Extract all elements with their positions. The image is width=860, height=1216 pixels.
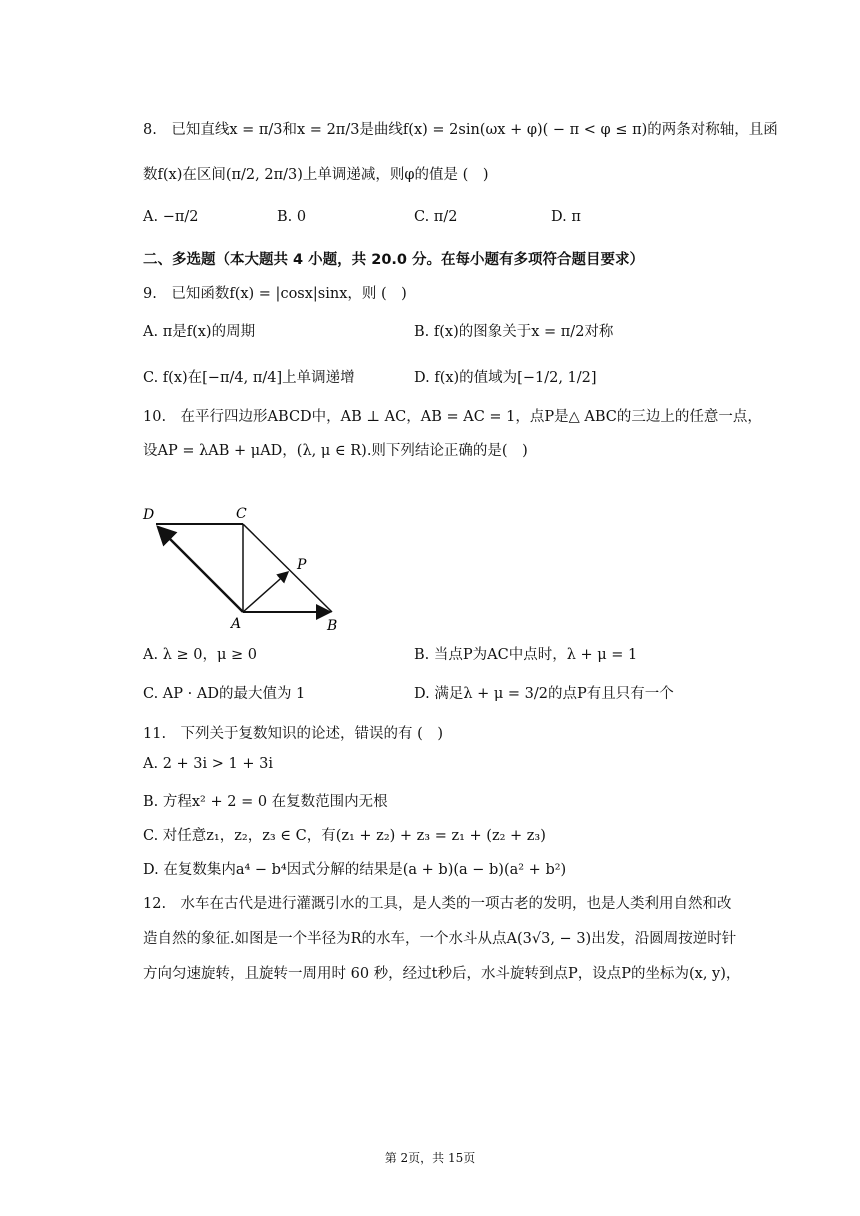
- page-footer: 第 2页，共 15页: [384, 1151, 476, 1165]
- label-c: C: [236, 506, 247, 522]
- parallelogram-figure: [140, 500, 350, 635]
- q8-option-b: B. 0: [277, 209, 307, 225]
- q9-option-b: B. f(x)的图象关于x = π/2对称: [414, 324, 614, 340]
- q9-option-c: C. f(x)在[−π/4, π/4]上单调递增: [143, 370, 355, 386]
- q10-option-b: B. 当点P为AC中点时，λ + μ = 1: [414, 647, 638, 663]
- section-heading-multiple-choice: 二、多选题（本大题共 4 小题，共 20.0 分。在每小题有多项符合题目要求）: [143, 252, 645, 268]
- label-p: P: [297, 557, 307, 573]
- q11-stem: 11. 下列关于复数知识的论述，错误的有 ( ): [143, 726, 443, 742]
- segment-cb: [243, 524, 332, 612]
- label-a: A: [231, 616, 242, 632]
- q10-option-c: C. AP · AD的最大值为 1: [143, 686, 306, 702]
- vector-ap: [243, 572, 288, 612]
- vector-ad: [158, 527, 243, 612]
- q9-option-a: A. π是f(x)的周期: [143, 324, 256, 340]
- q10-line-1: 10. 在平行四边形ABCD中，AB ⊥ AC，AB = AC = 1，点P是△ ABC的三边上的任意一点，: [143, 409, 762, 425]
- q10-option-d: D. 满足λ + μ = 3/2的点P有且只有一个: [414, 686, 674, 702]
- q8-line-2: 数f(x)在区间(π/2, 2π/3)上单调递减，则φ的值是 ( ): [143, 167, 489, 183]
- q12-line-1: 12. 水车在古代是进行灌溉引水的工具，是人类的一项古老的发明，也是人类利用自然和改: [143, 896, 732, 912]
- q12-line-2: 造自然的象征.如图是一个半径为R的水车，一个水斗从点A(3√3, − 3)出发，沿圆周按逆时针: [143, 931, 737, 947]
- q8-option-a: A. −π/2: [143, 209, 199, 225]
- q10-line-2: 设AP = λAB + μAD，(λ, μ ∈ R).则下列结论正确的是( ): [143, 443, 528, 459]
- label-d: D: [143, 507, 155, 523]
- q11-option-b: B. 方程x² + 2 = 0 在复数范围内无根: [143, 794, 388, 810]
- label-b: B: [327, 618, 338, 634]
- q12-line-3: 方向匀速旋转，且旋转一周用时 60 秒，经过t秒后，水斗旋转到点P，设点P的坐标为(x, y)，: [143, 966, 741, 982]
- q8-option-c: C. π/2: [414, 209, 458, 225]
- q9-option-d: D. f(x)的值域为[−1/2, 1/2]: [414, 370, 597, 386]
- q10-option-a: A. λ ≥ 0，μ ≥ 0: [143, 647, 257, 663]
- q8-option-d: D. π: [551, 209, 581, 225]
- q11-option-c: C. 对任意z₁，z₂，z₃ ∈ C，有(z₁ + z₂) + z₃ = z₁ + (z₂ + z₃): [143, 828, 546, 844]
- q11-option-d: D. 在复数集内a⁴ − b⁴因式分解的结果是(a + b)(a − b)(a² + b²): [143, 862, 567, 878]
- q9-stem: 9. 已知函数f(x) = |cosx|sinx，则 ( ): [143, 286, 407, 302]
- q11-option-a: A. 2 + 3i > 1 + 3i: [143, 756, 273, 772]
- q8-line-1: 8. 已知直线x = π/3和x = 2π/3是曲线f(x) = 2sin(ωx + φ)( − π < φ ≤ π)的两条对称轴，且函: [143, 122, 778, 138]
